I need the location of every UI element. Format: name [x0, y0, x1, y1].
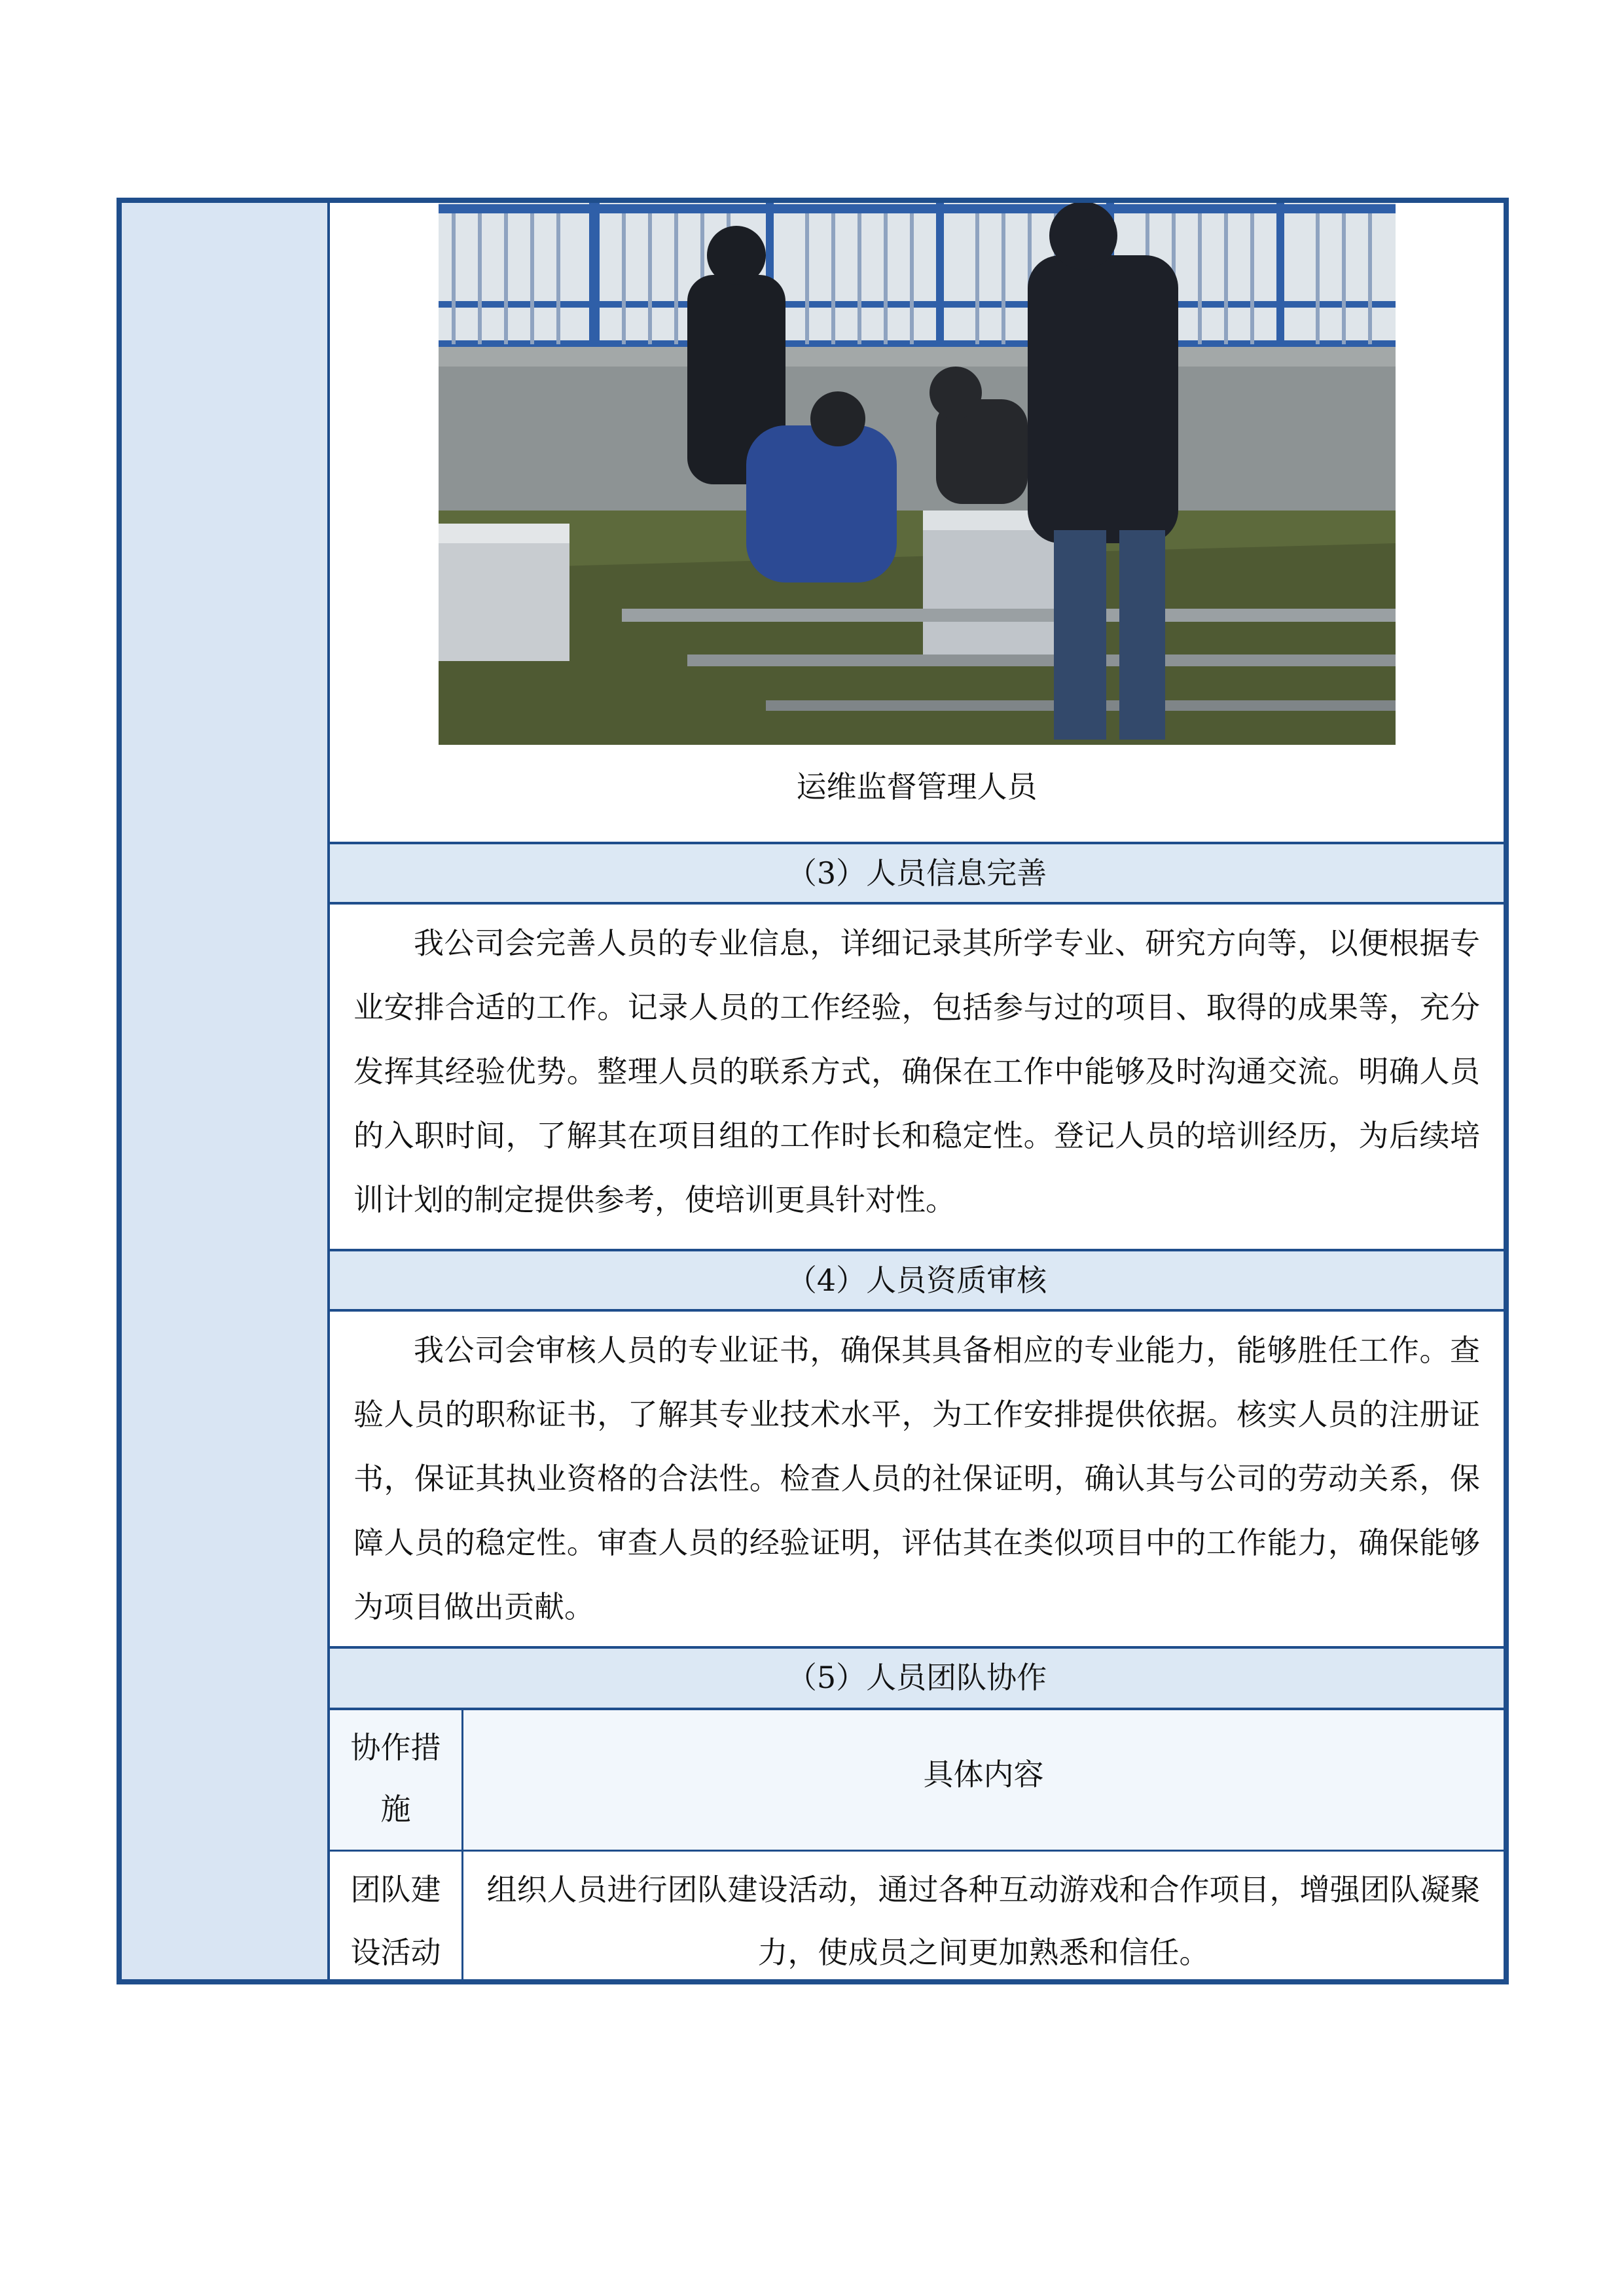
- section-body-info: 我公司会完善人员的专业信息，详细记录其所学专业、研究方向等，以便根据专业安排合适的工作。记录人员的工作经验，包括参与过的项目、取得的成果等，充分发挥其经验优势。整理人员的联系方式，确保在工作中能够及时沟通交流。明确人员的入职时间，了解其在项目组的工作时长和稳定性。登记人员的培训经历，为后续培训计划的制定提供参考，使培训更具针对性。: [330, 905, 1504, 1251]
- section-body-qualification: 我公司会审核人员的专业证书，确保其具备相应的专业能力，能够胜任工作。查验人员的职称证书，了解其专业技术水平，为工作安排提供依据。核实人员的注册证书，保证其执业资格的合法性。检查人员的社保证明，确认其与公司的劳动关系，保障人员的稳定性。审查人员的经验证明，评估其在类似项目中的工作能力，确保能够为项目做出贡献。: [330, 1312, 1504, 1649]
- site-photo-illustration: [439, 203, 1396, 745]
- document-table-frame: [117, 198, 1509, 1984]
- left-label-column: [122, 203, 330, 1979]
- table-row: [330, 1852, 1504, 1979]
- section-heading-qualification: （4）人员资质审核: [330, 1251, 1504, 1312]
- photo-caption: 运维监督管理人员: [796, 769, 1038, 804]
- content-column: [330, 203, 1504, 1979]
- header-measure: 协作措施: [330, 1710, 463, 1850]
- table-header-row: [330, 1710, 1504, 1852]
- section-heading-info: （3）人员信息完善: [330, 844, 1504, 905]
- site-photo: [439, 203, 1396, 745]
- photo-cell: [330, 203, 1504, 844]
- row-content: 组织人员进行团队建设活动，通过各种互动游戏和合作项目，增强团队凝聚力，使成员之间更加熟悉和信任。: [486, 1872, 1481, 1970]
- row-measure: 团队建设活动: [330, 1852, 463, 1979]
- section-heading-teamwork: （5）人员团队协作: [330, 1649, 1504, 1710]
- collaboration-table: [330, 1710, 1504, 1979]
- header-content: 具体内容: [923, 1757, 1044, 1792]
